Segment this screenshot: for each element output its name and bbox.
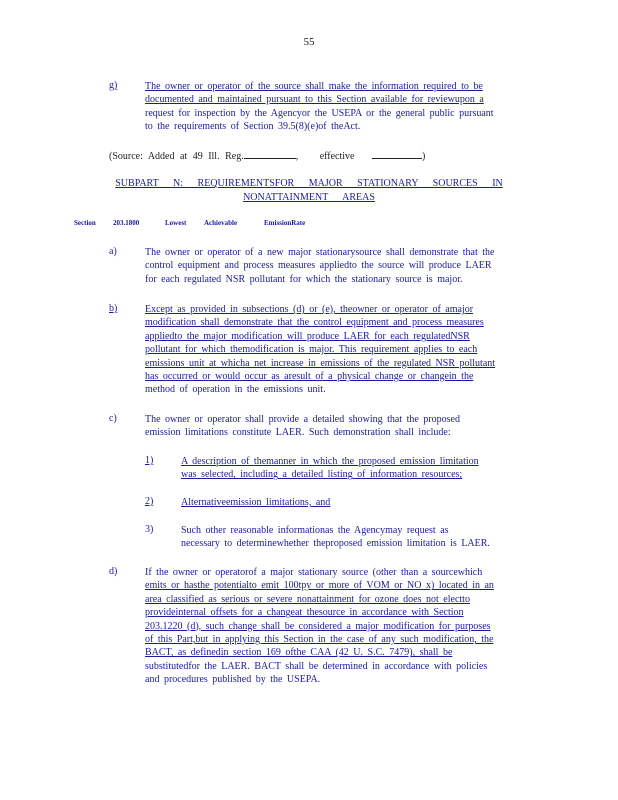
para-b-label: b) (109, 303, 118, 314)
section-title-word: EmissionRate (264, 219, 306, 227)
para-a-line: for each regulated NSR pollutant for which the stationary source is major. (145, 273, 463, 285)
item-3 (181, 524, 531, 551)
section-title-word: Achievable (204, 219, 238, 227)
blank-line (372, 148, 422, 159)
item-3-line: Such other reasonable informationas the Agencymay request as (181, 525, 449, 536)
para-g-line: The owner or operator of the source shall make the information required to be (145, 81, 483, 92)
section-label: Section (74, 219, 96, 227)
item-2 (181, 496, 521, 509)
para-d-line: 203.1220 (d), such change shall be considered a major modification for purposes (145, 620, 491, 632)
section-title-word: Lowest (165, 219, 187, 227)
para-d-line: area classified as serious or severe nonattainment for ozone does not electto (145, 593, 470, 605)
para-g-line: documented and maintained pursuant to this Section available for reviewupon a (145, 94, 484, 106)
para-b-line: appliedto the major modification will produce LAER for each regulatedNSR (145, 330, 470, 342)
para-d-line: of this Part,but in applying this Section in the case of any such modification, the (145, 634, 494, 646)
source-note-suffix: ) (422, 151, 426, 162)
para-b-line: has occurred or would occur as aresult of a physical change or changein the (145, 371, 474, 383)
para-g-label: g) (109, 80, 118, 91)
para-b (145, 303, 537, 397)
item-1 (181, 455, 521, 482)
para-c-label: c) (109, 413, 117, 424)
para-b-line: pollutant for which themodification is major. This requirement applies to each (145, 344, 478, 356)
source-note-prefix: (Source: Added at 49 Ill. Reg. (109, 151, 244, 162)
subpart-heading-line: SUBPART N: REQUIREMENTSFOR MAJOR STATIONARY SOURCES IN (115, 178, 503, 189)
para-d-line: emits or hasthe potentialto emit 100tpy or more of VOM or NO x) located in an (145, 580, 494, 592)
source-note: (Source: Added at 49 Ill. Reg. , effective ) (109, 148, 425, 162)
para-b-line: modification shall demonstrate that the control equipment and process measures (145, 317, 484, 329)
para-d-line: If the owner or operatorof a major stationary source (other than a sourcewhich (145, 567, 483, 578)
item-2-line: Alternativeemission limitations, and (181, 497, 331, 508)
item-3-line: necessary to determinewhether theproposed emission limitation is LAER. (181, 538, 490, 550)
para-a-line: The owner or operator of a new major stationarysource shall demonstrate that the (145, 247, 495, 258)
para-d (145, 566, 537, 687)
para-d-line: and procedures published by the USEPA. (145, 674, 321, 686)
para-d-line: BACT, as definedin section 169 ofthe CAA (42 U. S.C. 7479), shall be (145, 647, 453, 659)
para-b-line: method of operation in the emissions unit. (145, 384, 326, 396)
section-number: 203.1800 (113, 219, 140, 227)
item-1-label: 1) (145, 455, 154, 466)
para-a-line: control equipment and process measures appliedto the source will produce LAER (145, 260, 492, 272)
item-1-line: was selected, including a detailed listing of information resources; (181, 469, 463, 481)
para-c (145, 413, 537, 440)
para-g-line: to the requirements of Section 39.5(8)(e)of theAct. (145, 121, 361, 133)
para-c-line: emission limitations constitute LAER. Such demonstration shall include: (145, 427, 451, 439)
subpart-heading-line: NONATTAINMENT AREAS (243, 192, 375, 203)
para-c-line: The owner or operator shall provide a detailed showing that the proposed (145, 414, 460, 425)
item-2-label: 2) (145, 496, 154, 507)
item-1-line: A description of themanner in which the proposed emission limitation (181, 456, 479, 467)
para-a-label: a) (109, 246, 117, 257)
para-d-line: provideinternal offsets for a changeat thesource in accordance with Section (145, 607, 464, 619)
para-b-line: emissions unit at whicha net increase in emissions of the regulated NSR pollutant (145, 357, 496, 369)
page-number: 55 (303, 36, 315, 48)
para-g-line: request for inspection by the Agencyor the USEPA or the general public pursuant (145, 107, 494, 119)
source-note-effective: effective (319, 151, 355, 162)
para-a (145, 246, 537, 286)
item-3-label: 3) (145, 524, 154, 535)
para-d-line: substitutedfor the LAER. BACT shall be determined in accordance with policies (145, 660, 488, 672)
para-g (145, 80, 535, 134)
blank-line (244, 148, 296, 159)
para-d-label: d) (109, 566, 118, 577)
para-b-line: Except as provided in subsections (d) or (e), theowner or operator of amajor (145, 304, 474, 315)
subpart-heading (0, 177, 618, 205)
